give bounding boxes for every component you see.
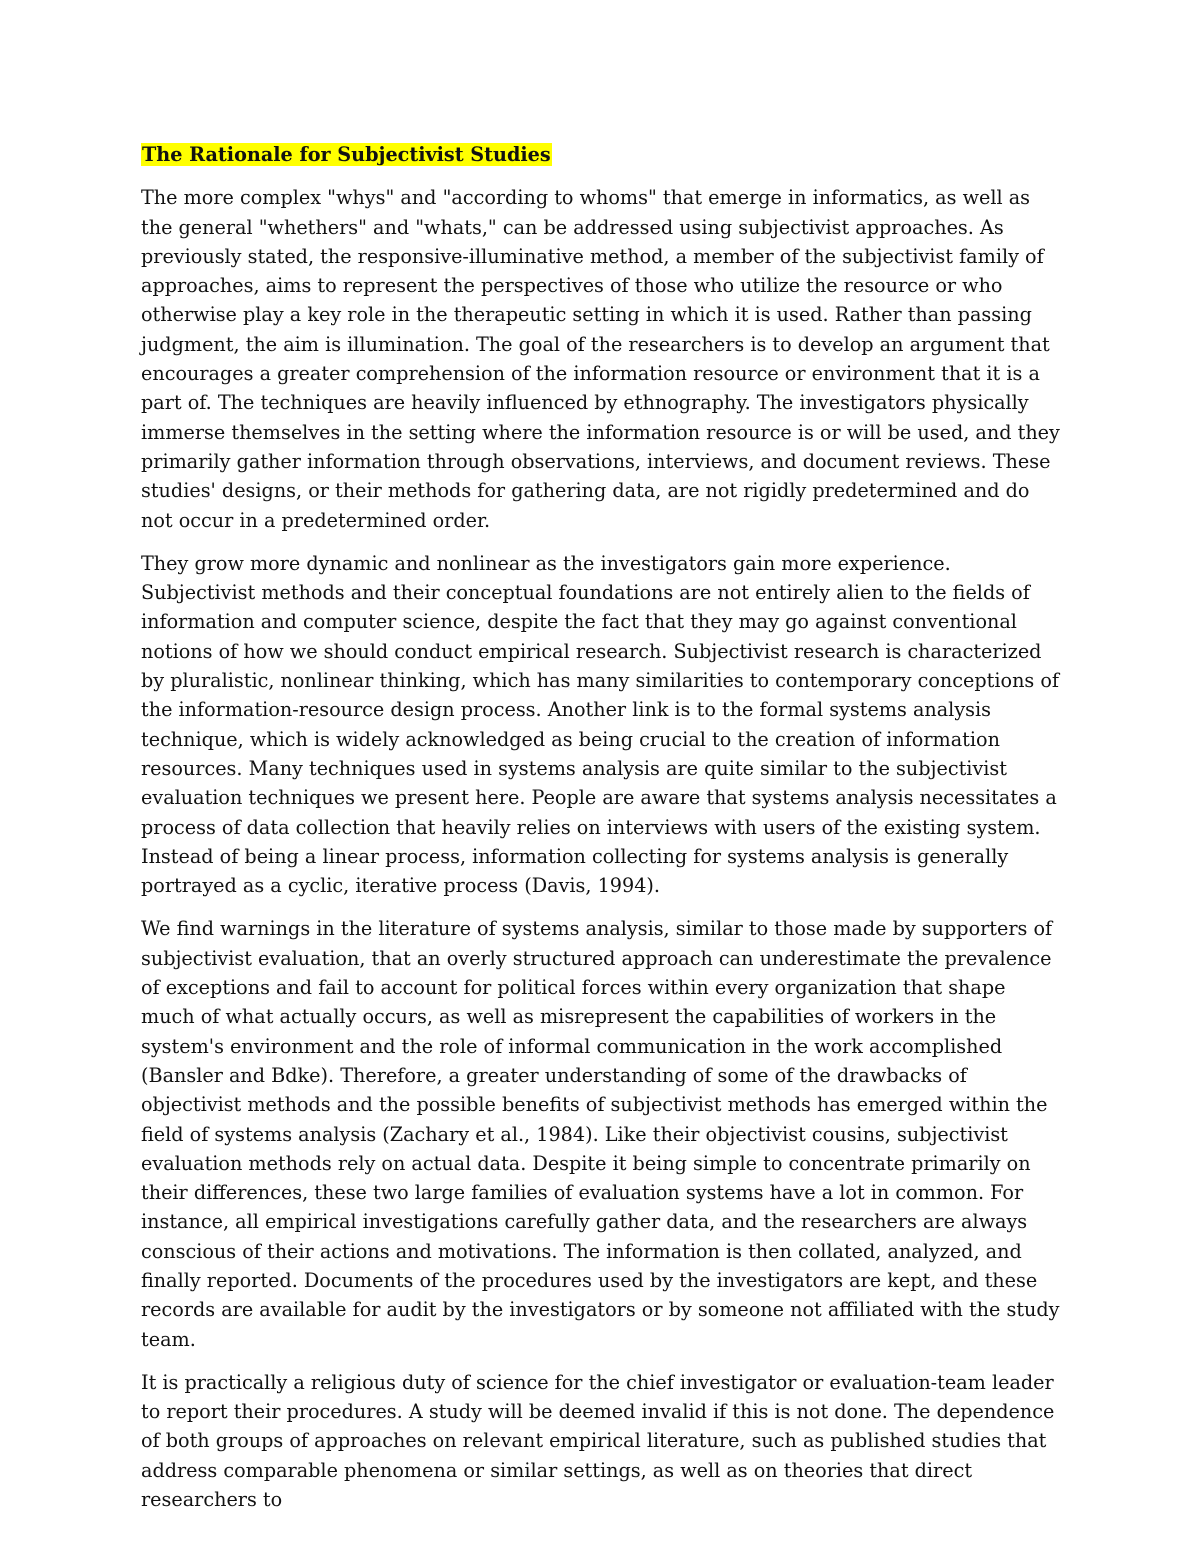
title-highlight: The Rationale for Subjectivist Studies [142,143,551,166]
document-title [141,140,1061,169]
paragraph-3: We find warnings in the literature of systems analysis, similar to those made by supporters of subjectivist evaluation, that an overly structured approach can underestimate the prevalence of exceptions and fail to account for political forces within every organization that shape much of what actually occurs, as well as misrepresent the capabilities of workers in the system's environment and the role of informal communication in the work accomplished (Bansler and Bdke). Therefore, a greater understanding of some of the drawbacks of objectivist methods and the possible benefits of subjectivist methods has emerged within the field of systems analysis (Zachary et al., 1984). Like their objectivist cousins, subjectivist evaluation methods rely on actual data. Despite it being simple to concentrate primarily on their differences, these two large families of evaluation systems have a lot in common. For instance, all empirical investigations carefully gather data, and the researchers are always conscious of their actions and motivations. The information is then collated, analyzed, and finally reported. Documents of the procedures used by the investigators are kept, and these records are available for audit by the investigators or by someone not affiliated with the study team. [141,917,1060,1351]
paragraph-2: They grow more dynamic and nonlinear as the investigators gain more experience. Subjectivist methods and their conceptual foundations are not entirely alien to the fields of information and computer science, despite the fact that they may go against conventional notions of how we should conduct empirical research. Subjectivist research is characterized by pluralistic, nonlinear thinking, which has many similarities to contemporary conceptions of the information-resource design process. Another link is to the formal systems analysis technique, which is widely acknowledged as being crucial to the creation of information resources. Many techniques used in systems analysis are quite similar to the subjectivist evaluation techniques we present here. People are aware that systems analysis necessitates a process of data collection that heavily relies on interviews with users of the existing system. Instead of being a linear process, information collecting for systems analysis is generally portrayed as a cyclic, iterative process (Davis, 1994). [141,551,1060,898]
paragraph-1: The more complex "whys" and "according to whoms" that emerge in informatics, as well as the general "whethers" and "whats," can be addressed using subjectivist approaches. As previously stated, the responsive-illuminative method, a member of the subjectivist family of approaches, aims to represent the perspectives of those who utilize the resource or who otherwise play a key role in the therapeutic setting in which it is used. Rather than passing judgment, the aim is illumination. The goal of the researchers is to develop an argument that encourages a greater comprehension of the information resource or environment that it is a part of. The techniques are heavily influenced by ethnography. The investigators physically immerse themselves in the setting where the information resource is or will be used, and they primarily gather information through observations, interviews, and document reviews. These studies' designs, or their methods for gathering data, are not rigidly predetermined and do not occur in a predetermined order. [141,186,1060,532]
paragraph-4: It is practically a religious duty of science for the chief investigator or evaluation-team leader to report their procedures. A study will be deemed invalid if this is not done. The dependence of both groups of approaches on relevant empirical literature, such as published studies that address comparable phenomena or similar settings, as well as on theories that direct researchers to [141,1370,1055,1512]
document-body [141,140,1061,1528]
